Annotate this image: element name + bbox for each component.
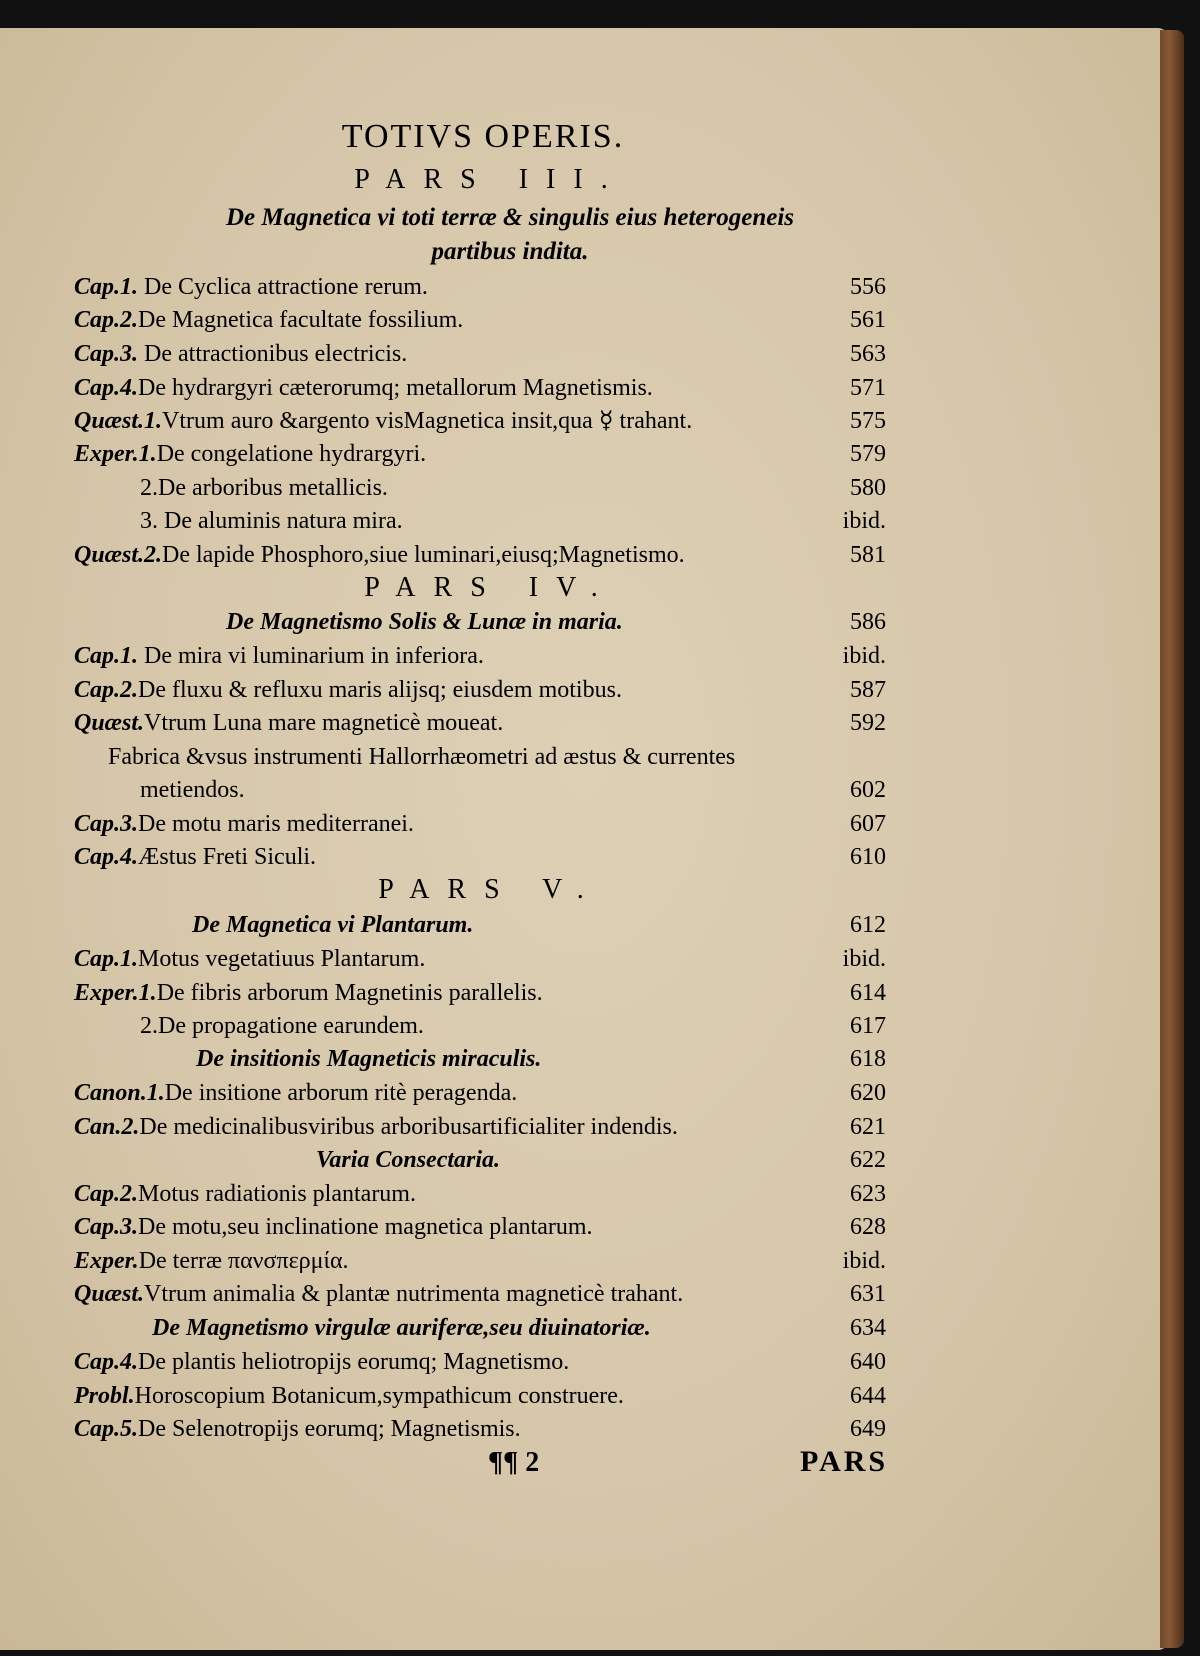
entry-text: Vtrum animalia & plantæ nutrimenta magneticè trahant. [144, 1281, 684, 1307]
entry-label: Cap.3. [74, 811, 139, 837]
part-heading: PARS III. [354, 164, 626, 195]
part-heading: PARS IV. [364, 572, 616, 603]
toc-section [192, 909, 886, 941]
entry-label: Canon.1. [74, 1080, 165, 1106]
toc-entry [74, 539, 886, 571]
entry-label: Cap.1. [74, 643, 139, 669]
toc-entry [74, 1178, 886, 1210]
toc-entry [74, 1077, 886, 1109]
entry-text: 3. De aluminis natura mira. [140, 508, 403, 534]
toc-section [226, 606, 886, 638]
entry-label: Quæst. [74, 710, 145, 736]
entry-label: Can.2. [74, 1114, 140, 1140]
entry-page: 614 [850, 980, 886, 1006]
entry-label: Cap.2. [74, 1181, 139, 1207]
entry-page: 631 [850, 1281, 886, 1307]
entry-label: Exper.1. [74, 980, 157, 1006]
toc-entry [108, 741, 886, 773]
toc-entry [74, 1245, 886, 1277]
entry-text: De lapide Phosphoro,siue luminari,eiusq;Magnetismo. [162, 542, 685, 568]
entry-text: De congelatione hydrargyri. [156, 441, 427, 467]
entry-page: 586 [850, 609, 886, 635]
entry-page: 563 [850, 341, 886, 367]
toc-entry [74, 640, 886, 672]
entry-text: De terræ πανσπερμία. [138, 1248, 349, 1274]
entry-text: Motus radiationis plantarum. [138, 1181, 416, 1207]
entry-text: De attractionibus electricis. [138, 341, 408, 367]
entry-page: 587 [850, 677, 886, 703]
entry-page: 621 [850, 1114, 886, 1140]
entry-text: De Magnetica vi Plantarum. [192, 912, 474, 938]
entry-text: De hydrargyri cæterorumq; metallorum Magnetismis. [138, 375, 653, 401]
entry-page: ibid. [842, 946, 886, 972]
toc-entry [74, 405, 886, 437]
entry-text: De fluxu & refluxu maris alijsq; eiusdem motibus. [138, 677, 622, 703]
entry-text: De Magnetismo Solis & Lunæ in maria. [226, 609, 623, 635]
toc-section [196, 1043, 886, 1075]
entry-page: 581 [850, 542, 886, 568]
entry-page: 634 [850, 1315, 886, 1341]
toc-section [316, 1144, 886, 1176]
toc-entry [74, 841, 886, 873]
entry-text: De motu,seu inclinatione magnetica plantarum. [138, 1214, 593, 1240]
entry-label: Quæst.2. [74, 542, 163, 568]
toc-entry [140, 774, 886, 806]
entry-text: De Cyclica attractione rerum. [138, 274, 428, 300]
entry-text: De insitione arborum ritè peragenda. [164, 1080, 518, 1106]
entry-text: Æstus Freti Siculi. [138, 844, 317, 870]
entry-label: Cap.2. [74, 307, 139, 333]
entry-page: 575 [850, 408, 886, 434]
entry-page: 649 [850, 1416, 886, 1442]
toc-entry [74, 1278, 886, 1310]
entry-page: 612 [850, 912, 886, 938]
toc-section [152, 1312, 886, 1344]
toc-entry [74, 1380, 886, 1412]
entry-label: Quæst.1. [74, 408, 163, 434]
entry-text: Vtrum Luna mare magneticè moueat. [144, 710, 504, 736]
toc-entry [140, 472, 886, 504]
toc-entry [74, 943, 886, 975]
entry-page: 602 [850, 777, 886, 803]
entry-text: De medicinalibusviribus arboribusartificialiter indendis. [139, 1114, 678, 1140]
entry-page: 592 [850, 710, 886, 736]
entry-page: ibid. [842, 643, 886, 669]
catchword: PARS [800, 1445, 889, 1478]
entry-page: 644 [850, 1383, 886, 1409]
entry-page: 620 [850, 1080, 886, 1106]
toc-entry [74, 808, 886, 840]
toc-entry [74, 1413, 886, 1445]
toc-entry [74, 977, 886, 1009]
part-heading: PARS V. [378, 874, 602, 905]
toc-entry [74, 372, 886, 404]
toc-entry [74, 271, 886, 303]
entry-label: Cap.2. [74, 677, 139, 703]
entry-text: 2.De arboribus metallicis. [140, 475, 388, 501]
entry-text: Fabrica &vsus instrumenti Hallorrhæometri ad æstus & currentes [108, 744, 736, 770]
entry-page: ibid. [842, 508, 886, 534]
entry-page: 580 [850, 475, 886, 501]
entry-label: Cap.4. [74, 1349, 139, 1375]
page-edge [1160, 30, 1184, 1648]
entry-label: Probl. [74, 1383, 135, 1409]
toc-entry [74, 1111, 886, 1143]
entry-page: 617 [850, 1013, 886, 1039]
toc-entry [74, 438, 886, 470]
toc-entry [74, 304, 886, 336]
toc-entry [74, 1211, 886, 1243]
running-head: TOTIVS OPERIS. [341, 118, 625, 155]
toc-entry [74, 707, 886, 739]
entry-text: De fibris arborum Magnetinis parallelis. [156, 980, 543, 1006]
entry-page: 623 [850, 1181, 886, 1207]
entry-text: metiendos. [140, 777, 245, 803]
entry-text: De insitionis Magneticis miraculis. [196, 1046, 542, 1072]
toc-entry [74, 674, 886, 706]
entry-label: Cap.1. [74, 274, 139, 300]
entry-text: 2.De propagatione earundem. [140, 1013, 424, 1039]
entry-page: 556 [850, 274, 886, 300]
entry-page: 610 [850, 844, 886, 870]
entry-text: Vtrum auro &argento visMagnetica insit,qua ☿ trahant. [162, 408, 693, 434]
entry-page: 640 [850, 1349, 886, 1375]
entry-text: Varia Consectaria. [316, 1147, 501, 1173]
entry-page: 622 [850, 1147, 886, 1173]
part-subtitle: De Magnetica vi toti terræ & singulis eius heterogeneis [225, 204, 795, 231]
entry-page: 561 [850, 307, 886, 333]
entry-label: Cap.3. [74, 1214, 139, 1240]
entry-label: Cap.4. [74, 844, 139, 870]
entry-page: ibid. [842, 1248, 886, 1274]
entry-text: De mira vi luminarium in inferiora. [138, 643, 484, 669]
entry-label: Exper. [74, 1248, 139, 1274]
entry-label: Cap.5. [74, 1416, 139, 1442]
entry-page: 607 [850, 811, 886, 837]
entry-text: De motu maris mediterranei. [138, 811, 414, 837]
signature-mark: ¶¶ 2 [488, 1447, 540, 1478]
entry-page: 579 [850, 441, 886, 467]
entry-label: Cap.1. [74, 946, 139, 972]
entry-text: De Magnetismo virgulæ auriferæ,seu diuinatoriæ. [152, 1315, 651, 1341]
entry-label: Cap.4. [74, 375, 139, 401]
toc-entry [74, 1346, 886, 1378]
entry-text: Horoscopium Botanicum,sympathicum construere. [134, 1383, 624, 1409]
entry-text: De plantis heliotropijs eorumq; Magnetismo. [138, 1349, 570, 1375]
entry-page: 571 [850, 375, 886, 401]
entry-text: Motus vegetatiuus Plantarum. [138, 946, 426, 972]
toc-entry [140, 1010, 886, 1042]
entry-text: De Magnetica facultate fossilium. [138, 307, 464, 333]
entry-label: Exper.1. [74, 441, 157, 467]
entry-page: 628 [850, 1214, 886, 1240]
entry-label: Quæst. [74, 1281, 145, 1307]
toc-entry [74, 338, 886, 370]
entry-label: Cap.3. [74, 341, 139, 367]
entry-page: 618 [850, 1046, 886, 1072]
toc-entry [140, 505, 886, 537]
part-subtitle: partibus indita. [431, 238, 589, 265]
entry-text: De Selenotropijs eorumq; Magnetismis. [138, 1416, 521, 1442]
